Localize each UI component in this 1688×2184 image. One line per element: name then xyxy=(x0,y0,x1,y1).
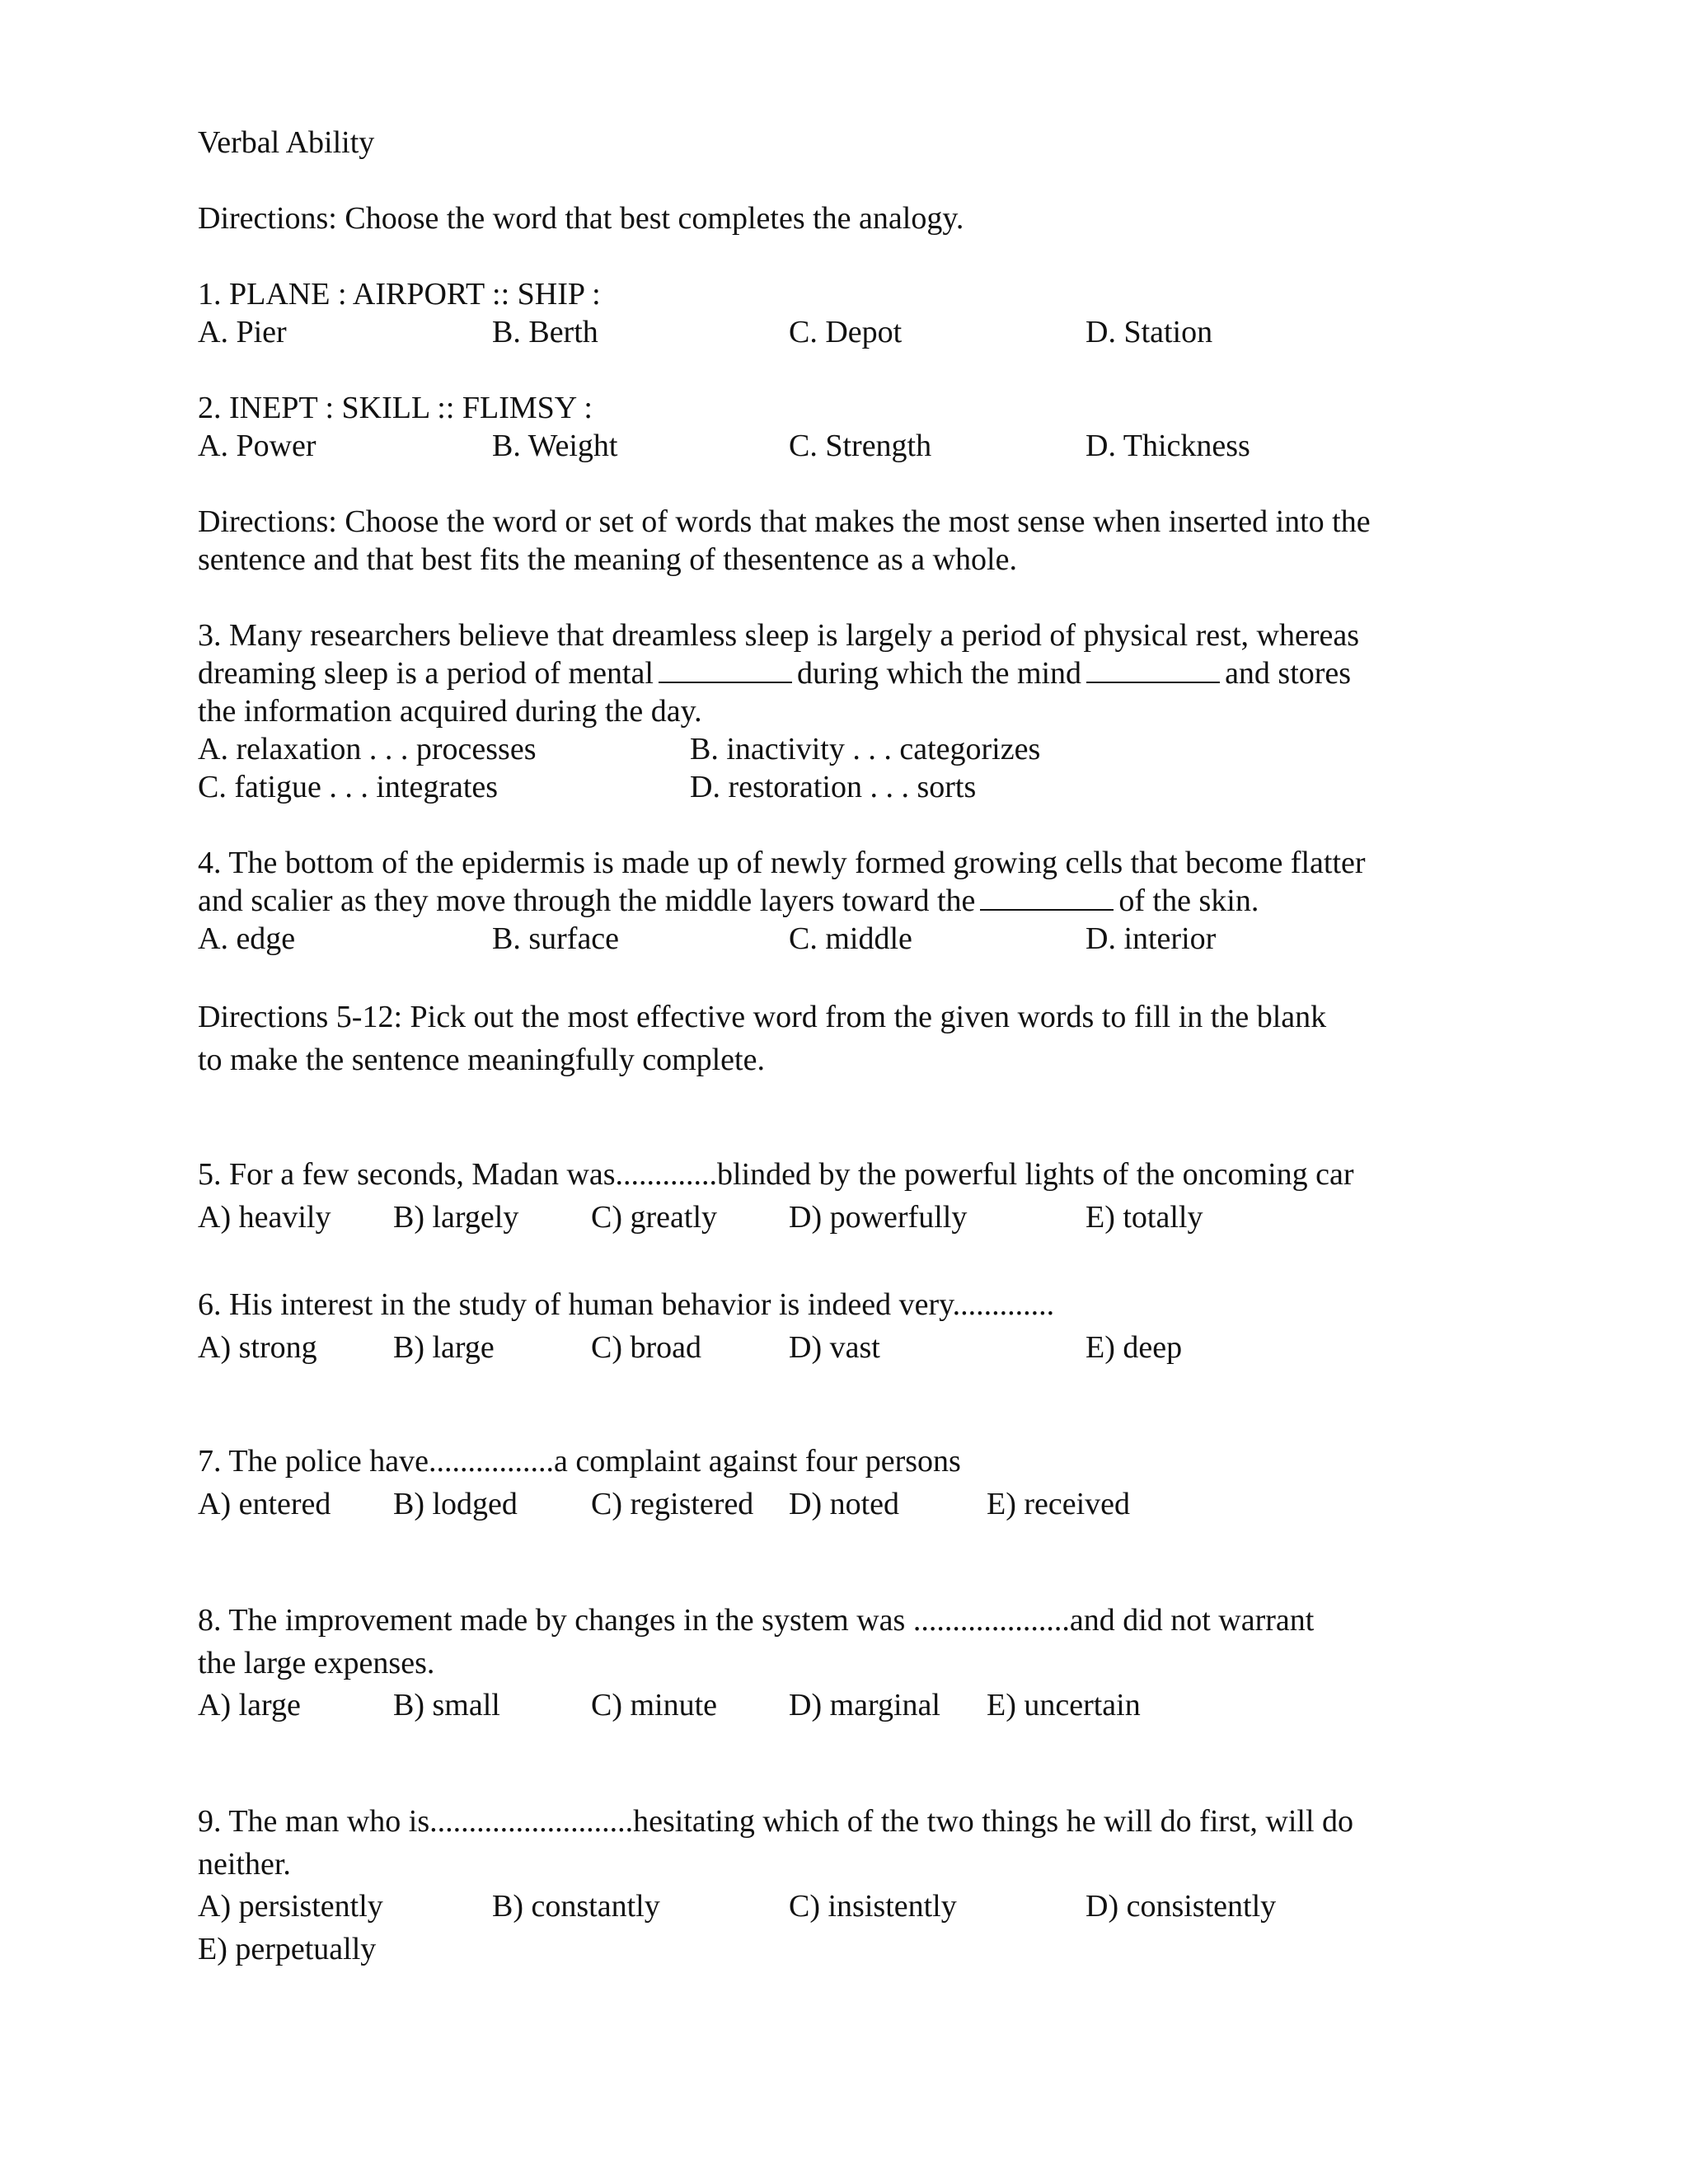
question-8-line: the large expenses. xyxy=(198,1646,435,1680)
option-e: E) deep xyxy=(1085,1330,1183,1365)
option-d: D. restoration . . . sorts xyxy=(690,770,977,804)
option-d: D) powerfully xyxy=(789,1200,968,1235)
option-d: D) consistently xyxy=(1085,1889,1277,1924)
option-e: E) received xyxy=(987,1487,1131,1521)
question-8-options xyxy=(198,1686,1484,1724)
option-b: B. Weight xyxy=(492,429,618,463)
option-a: A) large xyxy=(198,1688,301,1722)
answer-blank xyxy=(659,657,792,683)
option-a: A. Pier xyxy=(198,315,287,349)
question-9-stem xyxy=(198,1800,1353,1886)
directions-line: to make the sentence meaningfully complete. xyxy=(198,1043,765,1077)
question-1-stem: 1. PLANE : AIRPORT :: SHIP : xyxy=(198,277,601,312)
option-c: C) registered xyxy=(591,1487,754,1521)
question-4-stem xyxy=(198,844,1366,920)
question-8-stem xyxy=(198,1599,1314,1685)
question-7-options xyxy=(198,1485,1484,1523)
answer-blank xyxy=(980,884,1114,911)
option-c: C. middle xyxy=(789,921,912,956)
directions-line: sentence and that best fits the meaning of thesentence as a whole. xyxy=(198,542,1017,577)
option-c: C. fatigue . . . integrates xyxy=(198,770,499,804)
option-c: C) insistently xyxy=(789,1889,957,1924)
question-7-stem: 7. The police have................a complaint against four persons xyxy=(198,1444,961,1479)
option-b: B. surface xyxy=(492,921,620,956)
option-c: C) broad xyxy=(591,1330,702,1365)
option-e: E) totally xyxy=(1085,1200,1203,1235)
option-b: B) constantly xyxy=(492,1889,660,1924)
option-b: B) lodged xyxy=(393,1487,518,1521)
option-d: D. Station xyxy=(1085,315,1213,349)
question-5-stem: 5. For a few seconds, Madan was.............blinded by the powerful lights of the oncoming car xyxy=(198,1157,1354,1192)
question-3-stem xyxy=(198,616,1359,730)
directions-sentence-completion xyxy=(198,503,1371,579)
question-6-options xyxy=(198,1329,1484,1366)
question-3-options-row-2 xyxy=(198,768,1484,806)
option-a: A. Power xyxy=(198,429,316,463)
question-4-text: of the skin. xyxy=(1118,883,1259,918)
option-c: C. Strength xyxy=(789,429,932,463)
question-4-text: and scalier as they move through the middle layers toward the xyxy=(198,883,976,918)
question-3-line xyxy=(198,654,1359,692)
option-a: A) heavily xyxy=(198,1200,331,1235)
option-b: B. Berth xyxy=(492,315,598,349)
option-a: A) entered xyxy=(198,1487,331,1521)
option-c: C. Depot xyxy=(789,315,903,349)
question-3-text: and stores xyxy=(1225,656,1352,691)
directions-analogy: Directions: Choose the word that best completes the analogy. xyxy=(198,201,964,236)
question-3-text: dreaming sleep is a period of mental xyxy=(198,656,654,691)
question-3-line: 3. Many researchers believe that dreamless sleep is largely a period of physical rest, whereas xyxy=(198,618,1359,653)
answer-blank xyxy=(1086,657,1220,683)
question-4-options xyxy=(198,920,1484,958)
question-3-line: the information acquired during the day. xyxy=(198,694,702,729)
question-4-line xyxy=(198,882,1366,920)
question-4-line: 4. The bottom of the epidermis is made up of newly formed growing cells that become flatter xyxy=(198,846,1366,880)
option-e: E) uncertain xyxy=(987,1688,1141,1722)
option-a: A) strong xyxy=(198,1330,317,1365)
option-e: E) perpetually xyxy=(198,1932,377,1966)
page-title: Verbal Ability xyxy=(198,125,375,160)
option-c: C) minute xyxy=(591,1688,718,1722)
option-d: D) marginal xyxy=(789,1688,940,1722)
option-d: D. Thickness xyxy=(1085,429,1250,463)
option-a: A. relaxation . . . processes xyxy=(198,732,537,766)
question-9-line: 9. The man who is..........................hesitating which of the two things he will do first, will do xyxy=(198,1804,1354,1839)
option-b: B) largely xyxy=(393,1200,519,1235)
option-b: B. inactivity . . . categorizes xyxy=(690,732,1041,766)
directions-line: Directions: Choose the word or set of words that makes the most sense when inserted into the xyxy=(198,504,1371,539)
directions-line: Directions 5-12: Pick out the most effective word from the given words to fill in the blank xyxy=(198,1000,1327,1034)
option-c: C) greatly xyxy=(591,1200,718,1235)
question-9-options-row-1 xyxy=(198,1887,1484,1925)
option-b: B) small xyxy=(393,1688,500,1722)
question-9-line: neither. xyxy=(198,1847,291,1882)
question-2-stem: 2. INEPT : SKILL :: FLIMSY : xyxy=(198,391,593,425)
question-1-options xyxy=(198,313,1484,351)
option-a: A. edge xyxy=(198,921,296,956)
question-8-line: 8. The improvement made by changes in the system was ....................and did not warrant xyxy=(198,1603,1315,1638)
question-3-text: during which the mind xyxy=(796,656,1082,691)
option-d: D) vast xyxy=(789,1330,880,1365)
question-3-options-row-1 xyxy=(198,730,1484,768)
question-2-options xyxy=(198,427,1484,465)
option-b: B) large xyxy=(393,1330,495,1365)
question-6-stem: 6. His interest in the study of human behavior is indeed very............. xyxy=(198,1287,1055,1322)
directions-fill-blank xyxy=(198,996,1326,1081)
question-5-options xyxy=(198,1198,1484,1236)
option-d: D) noted xyxy=(789,1487,900,1521)
option-a: A) persistently xyxy=(198,1889,383,1924)
option-d: D. interior xyxy=(1085,921,1217,956)
question-9-options-row-2 xyxy=(198,1930,1484,1968)
